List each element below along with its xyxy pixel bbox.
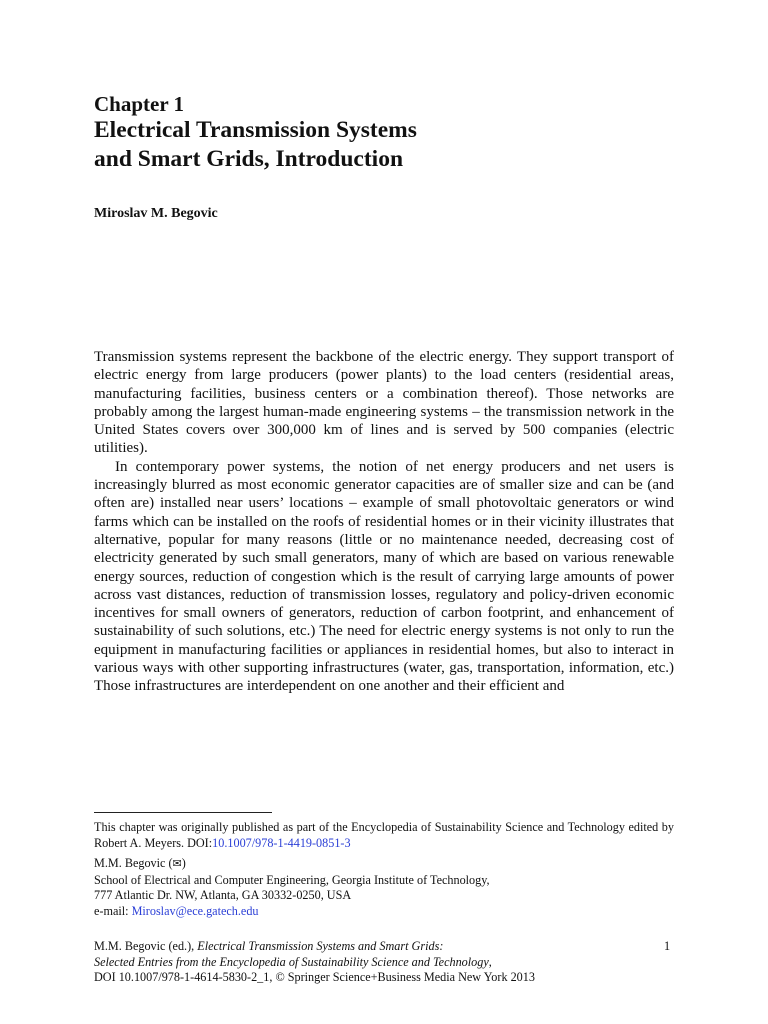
citation-book-title: Electrical Transmission Systems and Smart Grids: [197,939,444,953]
paragraph-2: In contemporary power systems, the notion of net energy producers and net users is increasingly blurred as most economic generator capacities are of smaller size and can be (and often are) installed near users’ locations – example of small photovoltaic generators or wind farms which can be installed on the roofs of residential homes or in their vicinity illustrates that alternative, popular for many reasons (little or no maintenance needed, decreasing cost of electricity generated by such small generators, many of which are based on various renewable energy sources, reduction of congestion which is the result of carrying large amounts of power across vast distances, reduction of transmission losses, regulatory and policy-driven economic incentives for small owners of generators, reduction of carbon footprint, and enhancement of sustainability of such solutions, etc.) The need for electric energy systems is not only to run the equipment in manufacturing facilities or appliances in residential homes, but also to interact in various ways with other supporting infrastructures (water, gas, transportation, information, etc.) Those infrastructures are interdependent on one another and their efficient and [94,458,674,695]
footnote-text: This chapter was originally published as part of the Encyclopedia of Sustainability Science and Technology edited by Robert A. Meyers. DOI: [94,820,674,850]
envelope-icon[interactable]: ✉ [172,858,182,870]
citation-line-2 [94,955,674,971]
email-label: e-mail: [94,903,132,918]
email-link[interactable]: Miroslav@ece.gatech.edu [131,903,259,918]
affiliation-name: M.M. Begovic ( [94,856,173,870]
chapter-title-line1: Electrical Transmission Systems [94,117,417,143]
affiliation-name-close: ) [181,856,186,870]
chapter-title [94,116,417,174]
doi-link[interactable]: 10.1007/978-1-4419-0851-3 [212,836,351,850]
email-line [94,904,674,920]
body-text [94,348,674,696]
citation-block [94,939,674,986]
citation-editor: M.M. Begovic (ed.), [94,939,198,953]
paragraph-1: Transmission systems represent the backbone of the electric energy. They support transport of electric energy from large producers (power plants) to the load centers (residential areas, manufacturing facilities, business centers or a combination thereof). Those networks are probably among the largest human-made engineering systems – the transmission network in the United States covers over 300,000 km of lines and is served by 500 companies (electric utilities). [94,349,674,457]
author-name: Miroslav M. Begovic [94,206,218,221]
affiliation-line-2: 777 Atlantic Dr. NW, Atlanta, GA 30332-0250, USA [94,888,352,902]
chapter-label: Chapter 1 [94,92,185,116]
affiliation-line-1: School of Electrical and Computer Engineering, Georgia Institute of Technology, [94,872,490,887]
footnote [94,819,674,851]
citation-subtitle-end: , [488,954,492,969]
citation-line-1 [94,939,674,955]
author-affiliation [94,856,674,919]
chapter-title-line2: and Smart Grids, Introduction [94,146,404,172]
page-number: 1 [664,939,671,953]
citation-subtitle: Selected Entries from the Encyclopedia of Sustainability Science and Technology [94,954,489,969]
footnote-divider [94,812,272,813]
citation-doi-line: DOI 10.1007/978-1-4614-5830-2_1, © Springer Science+Business Media New York 2013 [94,970,535,984]
affiliation-name-line [94,856,674,873]
